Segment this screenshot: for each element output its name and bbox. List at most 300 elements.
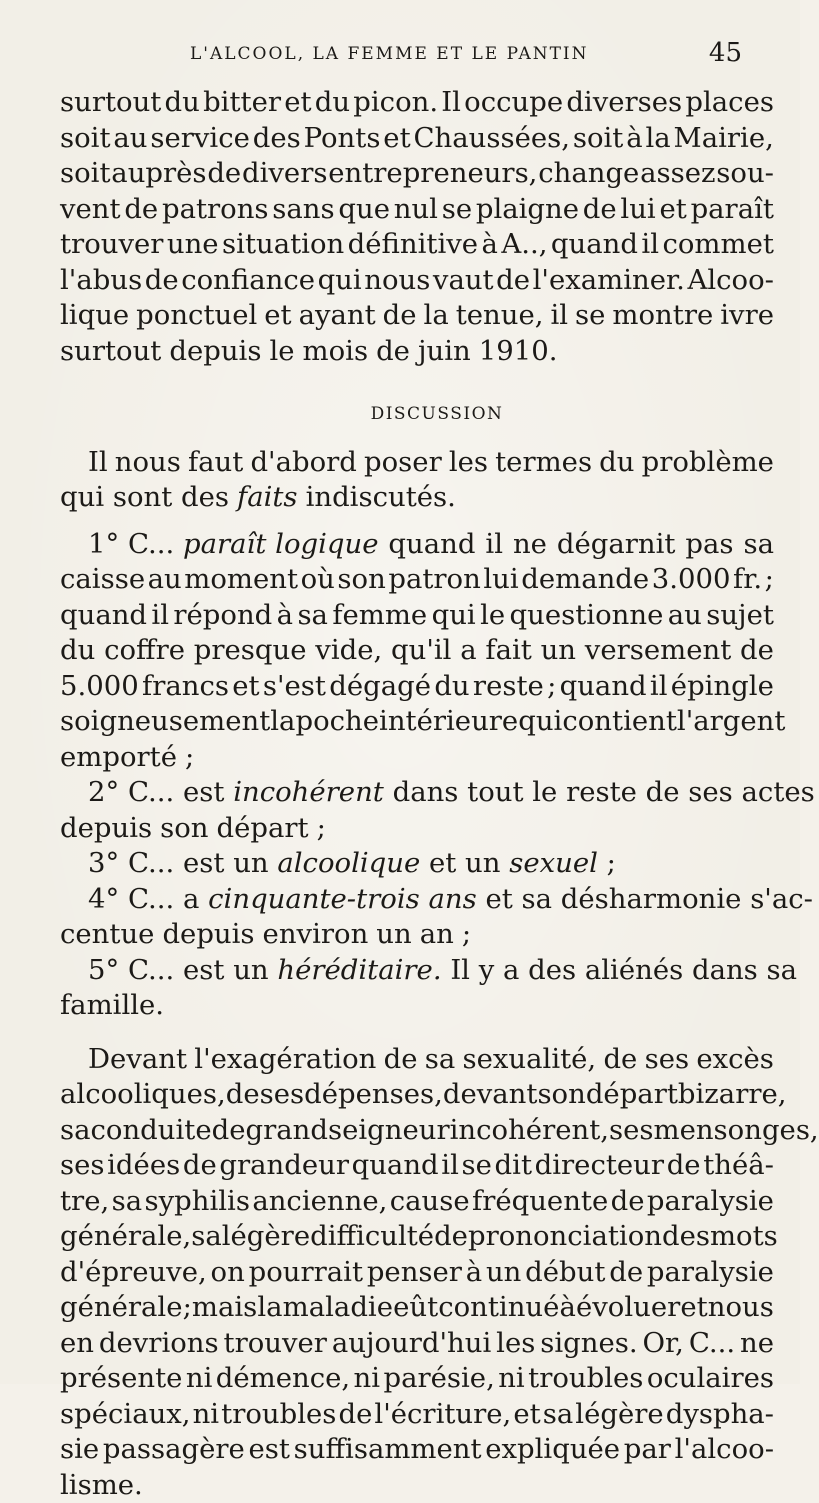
word: sexualité, [463,1042,597,1078]
word: mois [303,334,369,370]
word: troubles [528,1361,643,1397]
text-span: indiscutés. [306,480,456,516]
word: ni [498,1361,525,1397]
text-line [60,85,774,121]
word: cause [390,1184,470,1220]
word: auprès [111,156,206,192]
word: assez [640,156,715,192]
word: patron [388,562,480,598]
word: incohérent, [450,1113,609,1149]
word: répond [173,598,272,634]
word: légère [222,1219,310,1255]
word: à [482,227,498,263]
word: le [480,598,505,634]
word: de [383,298,417,334]
word: l'abus [60,263,142,299]
paragraph-2 [60,445,774,516]
text-line [60,669,774,705]
word: de [212,1113,246,1149]
word: oculaires [647,1361,774,1397]
word: ni [186,1361,213,1397]
word: soigneusement [60,704,270,740]
text-span: ; [598,846,616,882]
word: troubles [221,1397,336,1433]
text-span: 1° C... [88,528,183,560]
fact-4-line-1 [88,882,477,918]
word: depuis [169,334,261,370]
word: du [60,633,95,669]
word: il [441,1148,459,1184]
word: son [537,1077,585,1113]
word: fait [485,633,531,669]
word: famille. [60,988,164,1024]
word: contient [562,704,677,740]
italic-span: faits [237,480,298,516]
text-span: 4° C... a [88,883,208,915]
word: alcooliques, [60,1077,226,1113]
text-line [60,192,774,228]
text-span: qui sont des [60,480,229,516]
word: sa [543,1397,574,1433]
word: le [269,334,294,370]
word: Devant [88,1042,187,1078]
word: de [434,1219,468,1255]
text-line [60,1184,774,1220]
word: et [264,298,291,334]
word: ; [317,811,326,847]
word: places [685,85,774,121]
word: ses [645,1042,690,1078]
text-line [60,1326,774,1362]
word: mots [710,1219,778,1255]
page-number: 45 [709,38,742,68]
word: depuis [162,917,254,953]
text-line [60,917,774,953]
text-line [60,334,774,370]
word: de [207,156,241,192]
word: qui [432,598,476,634]
word: tenue, [456,298,544,334]
text-line [60,846,774,882]
word: picon. [353,85,438,121]
italic-span: sexuel [509,846,598,882]
word: 1910. [479,334,558,370]
word: la [645,121,670,157]
text-line [60,1219,774,1255]
word: épingle [671,669,774,705]
word: grand [246,1113,328,1149]
word: s'est [263,669,326,705]
word: caisse [60,562,145,598]
italic-span: alcoolique [277,846,420,882]
word: confiance [181,263,315,299]
word: ivre [720,298,774,334]
word: qui [518,704,562,740]
word: au [148,562,182,598]
word: excès [696,1042,774,1078]
text-line [60,121,774,157]
word: en [60,1326,94,1362]
text-span: dans tout le reste de ses actes [384,775,815,811]
word: l'écriture, [374,1397,511,1433]
word: ni [354,1361,381,1397]
word: ; [183,1290,192,1326]
word: et [284,85,311,121]
text-line [60,1290,774,1326]
word: coffre [104,633,185,669]
word: sa [60,1113,91,1149]
word: penser [367,1255,462,1291]
word: nul [394,192,438,228]
word: la [257,1290,282,1326]
italic-span: incohérent [233,776,384,808]
word: versement [585,633,731,669]
text-line [60,562,774,598]
word: poser [364,445,442,481]
word: la [424,298,449,334]
text-span: Il y a des aliénés dans sa [442,953,797,989]
word: de [183,1148,217,1184]
word: 5.000 [60,669,139,705]
text-line [60,1148,774,1184]
word: lique [60,298,129,334]
text-line [60,598,774,634]
word: quand [551,227,638,263]
word: Or, [643,1326,684,1362]
word: générale [60,1290,182,1326]
word: 3.000 [652,562,731,598]
word: il [550,298,568,334]
word: difficulté [310,1219,434,1255]
word: un [486,1255,521,1291]
word: trouver [224,1326,327,1362]
word: soit [573,121,624,157]
text-line [60,156,774,192]
word: conduite [91,1113,212,1149]
word: début [525,1255,605,1291]
word: ancienne, [252,1184,387,1220]
word: ; [462,917,471,953]
word: devrions [99,1326,219,1362]
word: paralysie [647,1184,774,1220]
text-line [60,227,774,263]
word: évoluer [576,1290,680,1326]
word: sa [297,598,328,634]
word: où [301,562,335,598]
word: reste [473,669,544,705]
word: problème [642,445,774,481]
word: Alcoo- [687,263,773,299]
word: idées [107,1148,180,1184]
word: C... [689,1326,735,1362]
word: aujourd'hui [332,1326,491,1362]
word: il [151,598,169,634]
word: au [668,598,702,634]
word: de [338,1397,372,1433]
word: de [145,263,179,299]
word: termes [495,445,592,481]
word: centue [60,917,154,953]
word: commet [662,227,773,263]
word: divers [242,156,327,192]
text-line [60,1077,774,1113]
text-line [60,1361,774,1397]
word: ayant [299,298,376,334]
word: paralysie [647,1255,774,1291]
word: les [449,445,488,481]
word: départ [586,1077,678,1113]
word: occupe [464,85,563,121]
text-line [60,1113,774,1149]
word: sou- [716,156,774,192]
word: d'abord [250,445,356,481]
word: passagère [103,1432,245,1468]
word: par [624,1432,671,1468]
word: demande [521,562,649,598]
word: eût [393,1290,438,1326]
word: faut [188,445,243,481]
word: Il [441,85,461,121]
word: diverses [566,85,682,121]
word: de [384,1042,418,1078]
word: tre, [60,1184,109,1220]
word: directeur [535,1148,664,1184]
fact-2-line-1 [88,775,384,811]
text-line [60,527,774,563]
word: de [226,1077,260,1113]
word: fr. [733,562,762,598]
word: spéciaux, [60,1397,191,1433]
word: situation [222,227,344,263]
text-line [60,704,774,740]
word: bizarre, [678,1077,787,1113]
word: qu'il [391,633,451,669]
word: poche [295,704,379,740]
word: un [541,633,576,669]
italic-span: héréditaire. [277,954,441,986]
word: ne [740,1326,774,1362]
word: femme [332,598,427,634]
word: sie [60,1432,99,1468]
word: sa [425,1042,456,1078]
word: des [253,121,301,157]
text-span: et sa désharmonie s'ac- [477,882,813,918]
word: démence, [216,1361,350,1397]
word: générale, [60,1219,191,1255]
word: sa [112,1184,143,1220]
word: présente [60,1361,182,1397]
text-line [60,1468,774,1503]
word: maladie [283,1290,393,1326]
word: montre [612,298,713,334]
word: à [626,121,642,157]
word: sa [191,1219,222,1255]
word: lui [620,192,655,228]
word: continué [438,1290,559,1326]
word: sans [272,192,334,228]
word: intérieure [379,704,518,740]
word: surtout [60,85,161,121]
word: la [270,704,295,740]
word: seigneur [328,1113,450,1149]
fact-1-line-1 [88,527,378,563]
word: questionne [510,598,664,634]
word: entrepreneurs, [328,156,537,192]
word: légère [575,1397,663,1433]
word: lisme. [60,1468,143,1503]
word: syphilis [144,1184,249,1220]
word: au [113,121,147,157]
word: service [150,121,250,157]
word: il [650,669,668,705]
fact-list [60,527,774,1024]
word: Mairie, [674,121,774,157]
paragraph-3 [60,1042,774,1503]
text-span: et un [420,846,509,882]
text-line [60,882,774,918]
word: l'exagération [194,1042,376,1078]
word: environ [263,917,369,953]
word: dégagé [329,669,431,705]
text-span: 5° C... est un [88,954,277,986]
word: théâ- [703,1148,774,1184]
word: Ponts [304,121,381,157]
word: de [124,192,158,228]
word: change [538,156,639,192]
word: son [337,562,385,598]
word: et [659,192,686,228]
text-line [60,298,774,334]
word: se [462,1148,492,1184]
word: ponctuel [136,298,257,334]
word: les [496,1326,535,1362]
word: A.., [501,227,547,263]
word: francs [142,669,229,705]
word: une [167,227,219,263]
word: il [641,227,659,263]
word: de [609,1255,643,1291]
spacer [60,516,774,527]
word: plaigne [476,192,579,228]
word: fréquente [472,1184,608,1220]
text-line [60,811,774,847]
word: dit [495,1148,532,1184]
word: ses [60,1148,105,1184]
word: on [211,1255,245,1291]
word: de [496,263,530,299]
word: des [662,1219,710,1255]
word: trouver [60,227,163,263]
word: de [611,1184,645,1220]
text-line [60,445,774,481]
word: Chaussées, [413,121,570,157]
word: que [338,192,390,228]
word: vide, [315,633,382,669]
italic-span: cinquante-trois ans [208,883,477,915]
word: quand [560,669,647,705]
page-header [40,38,742,78]
word: depuis [60,811,152,847]
text-line [60,263,774,299]
paragraph-1 [60,85,774,369]
fact-5-line-1 [88,953,442,989]
word: est [249,1432,290,1468]
text-span: quand il ne dégarnit pas sa [378,527,774,563]
word: nous [115,445,181,481]
word: dépenses, [304,1077,443,1113]
word: quand [60,598,147,634]
word: moment [184,562,298,598]
word: sujet [706,598,774,634]
word: un [376,917,411,953]
word: quand [352,1148,439,1184]
word: du [315,85,350,121]
word: parésie, [383,1361,494,1397]
word: ni [193,1397,220,1433]
spacer [60,1024,774,1042]
word: du [599,445,634,481]
word: ; [185,740,194,776]
text-span: 2° C... est [88,776,233,808]
text-line [60,1397,774,1433]
word: l'examiner. [533,263,685,299]
word: de [740,633,774,669]
word: surtout [60,334,161,370]
word: départ [217,811,309,847]
word: et [513,1397,540,1433]
word: l'argent [677,704,786,740]
word: vaut [433,263,494,299]
word: à [277,598,293,634]
word: du [434,669,469,705]
text-line [60,988,774,1024]
word: qui [318,263,362,299]
text-line [60,1042,774,1078]
running-title: L'ALCOOL, LA FEMME ET LE PANTIN [190,44,589,64]
word: et [680,1290,707,1326]
word: nous [708,1290,774,1326]
word: presque [194,633,307,669]
word: patrons [162,192,269,228]
word: et [383,121,410,157]
text-line [60,775,774,811]
word: de [376,334,410,370]
word: de [603,1042,637,1078]
text-line [60,1255,774,1291]
text-line [60,953,774,989]
word: définitive [348,227,478,263]
word: signes. [540,1326,637,1362]
word: an [420,917,454,953]
body-text [60,85,774,1503]
word: lui [483,562,518,598]
word: de [667,1148,701,1184]
word: mensonges, [654,1113,819,1149]
word: se [442,192,472,228]
word: dyspha- [666,1397,774,1433]
word: prononciation [468,1219,662,1255]
word: ses [260,1077,305,1113]
word: l'alcoo- [675,1432,774,1468]
word: bitter [203,85,281,121]
word: grandeur [219,1148,349,1184]
section-heading: DISCUSSION [60,397,774,433]
word: mais [192,1290,257,1326]
word: à [560,1290,576,1326]
italic-span: paraît logique [183,528,378,560]
word: soit [60,156,111,192]
text-line [60,740,774,776]
